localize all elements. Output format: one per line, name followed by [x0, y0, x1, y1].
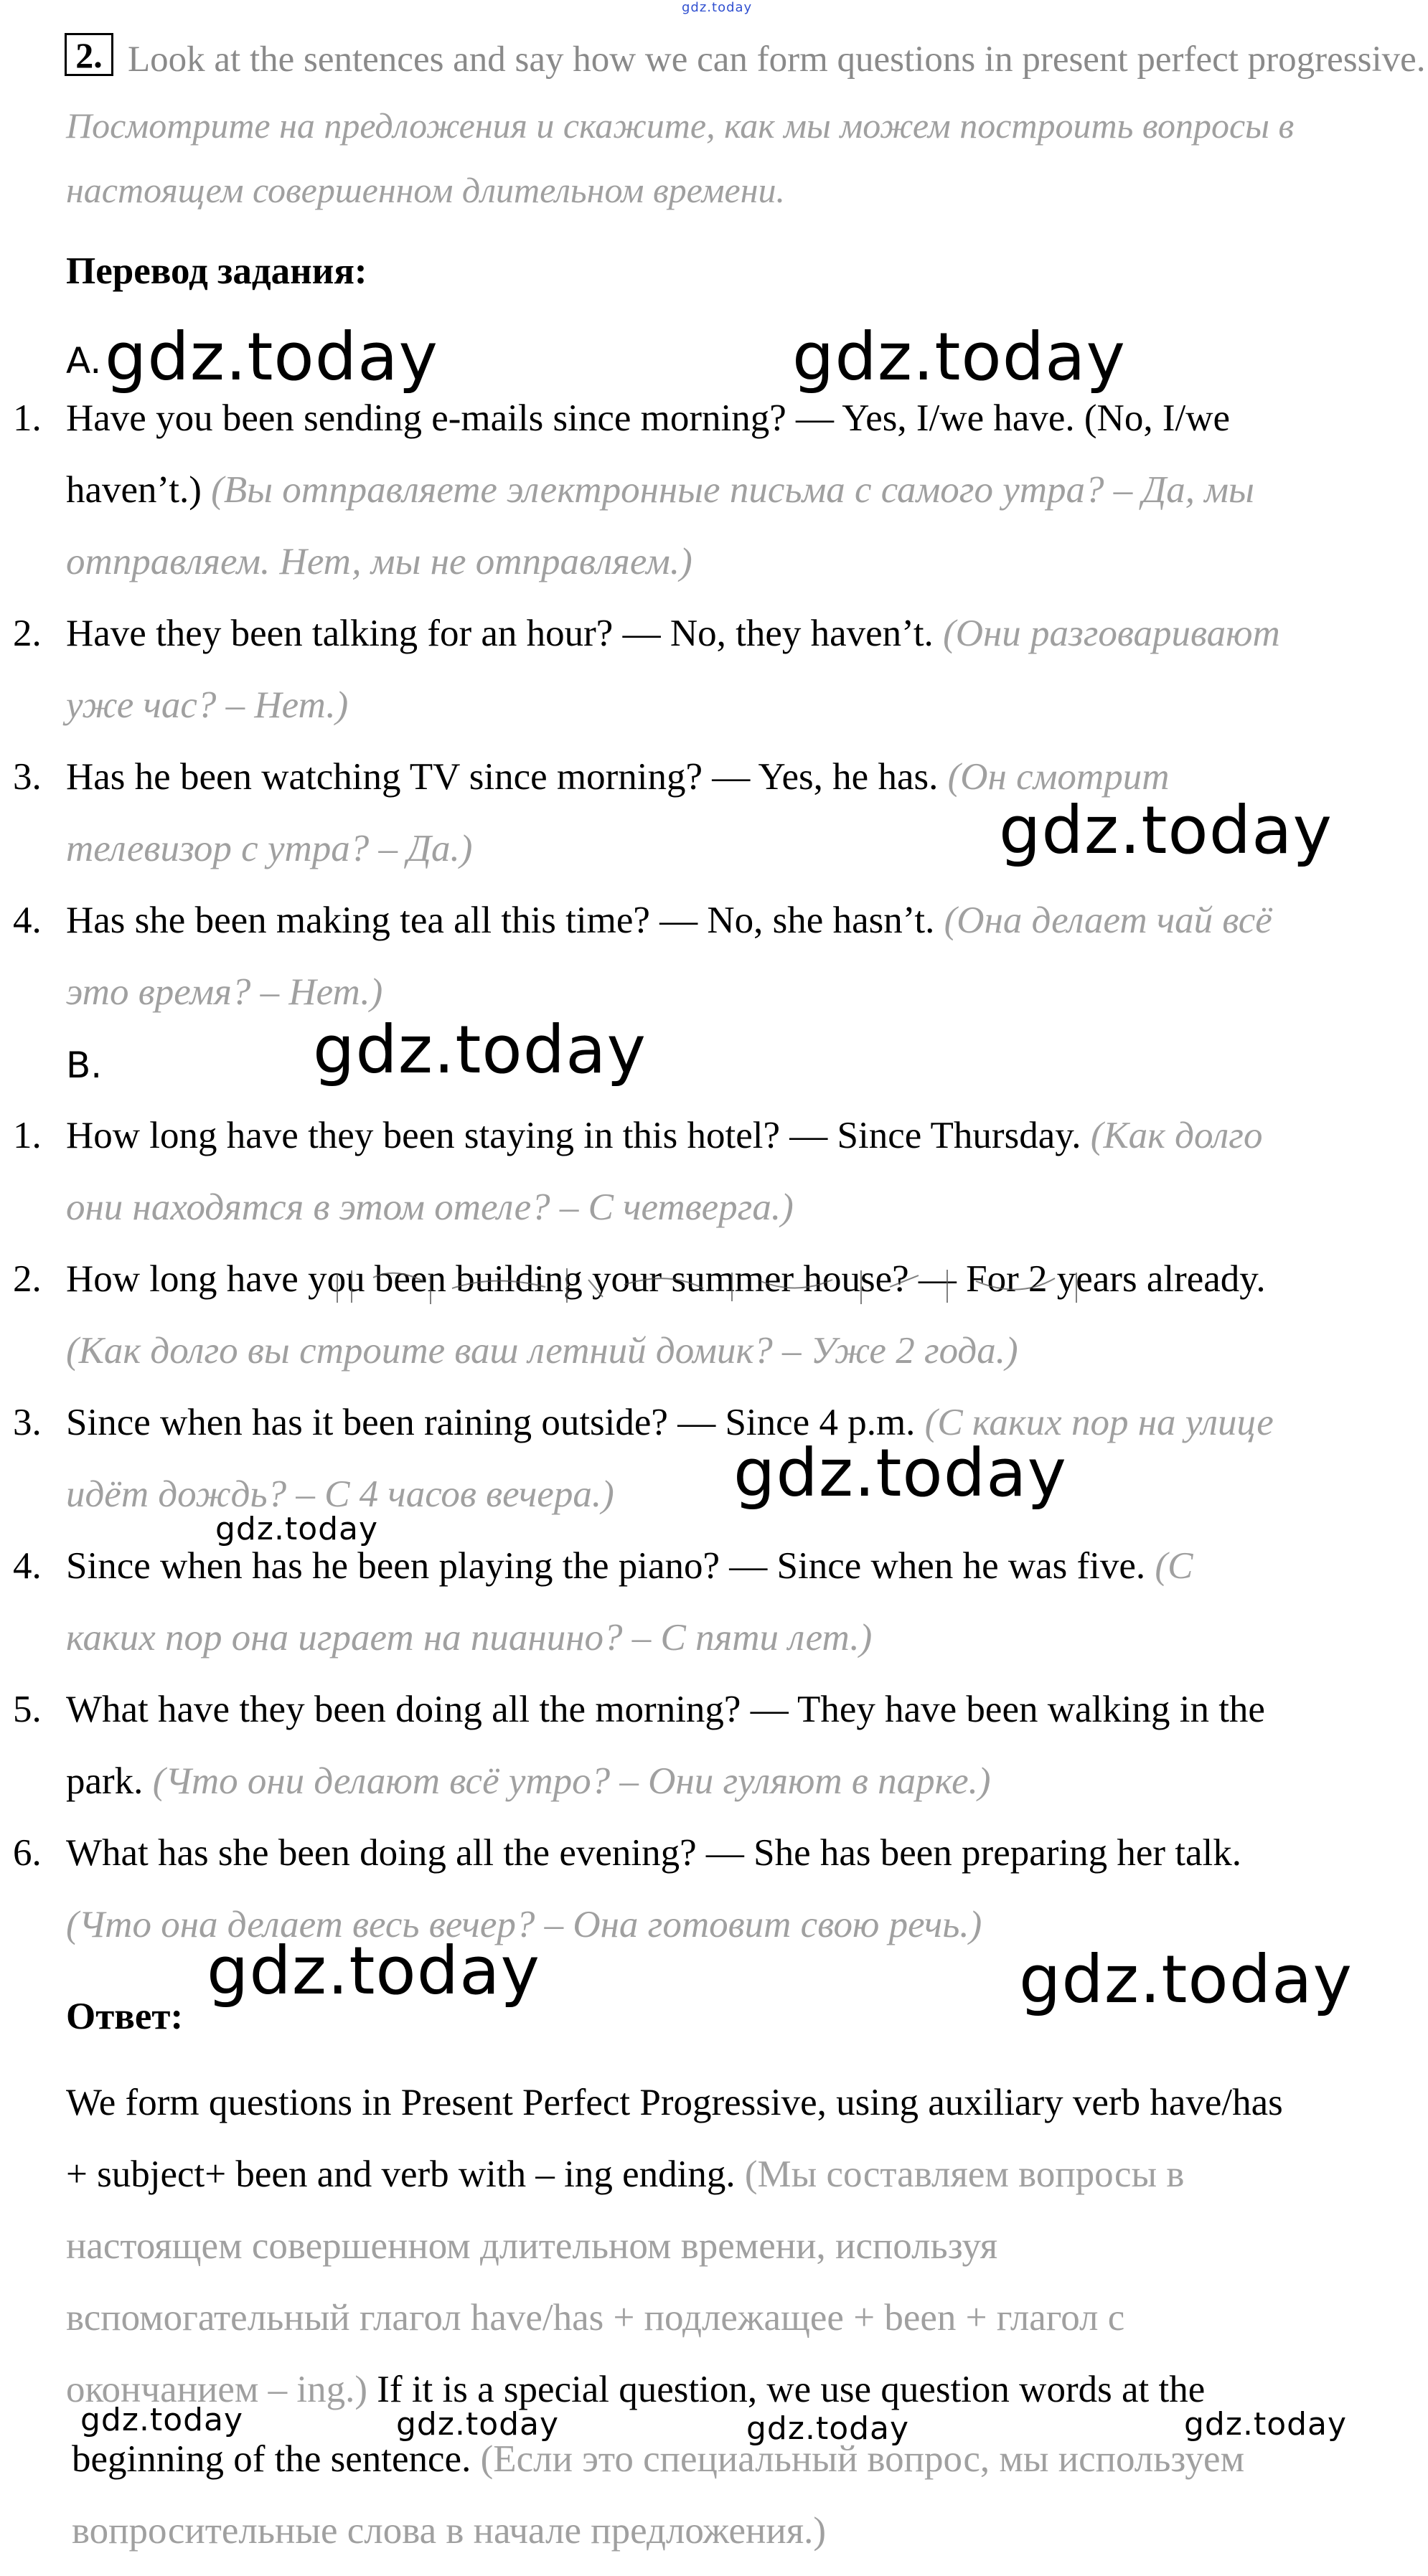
answer-line5-gray: окончанием – ing.) [66, 2369, 368, 2410]
watermark-10: gdz.today [396, 2406, 560, 2443]
a1-line1: Have you been sending e-mails since morning? — Yes, I/we have. (No, I/we [66, 397, 1230, 439]
item-number: 1. [13, 1115, 42, 1156]
watermark-11: gdz.today [746, 2410, 910, 2447]
a1-line3: отправляем. Нет, мы не отправляем.) [66, 541, 692, 582]
item-number: 3. [13, 1402, 42, 1443]
a2-line2: уже час? – Нет.) [66, 684, 349, 726]
b3-line1-black: Since when has it been raining outside? — Since 4 p.m. [66, 1402, 916, 1443]
answer-line2-black: + subject+ been and verb with – ing ending. [66, 2153, 736, 2195]
task-number-box: 2. [65, 33, 113, 76]
b1-line1-black: How long have they been staying in this hotel? — Since Thursday. [66, 1115, 1081, 1156]
watermark-9: gdz.today [80, 2402, 244, 2438]
a1-line2-black: haven’t.) [66, 469, 202, 511]
answer-line5-black: If it is a special question, we use question words at the [367, 2369, 1206, 2410]
answer-line6-black: beginning of the sentence. [72, 2438, 471, 2480]
b2-line1: How long have you been building your summer house? — For 2 years already. [66, 1258, 1266, 1300]
b5-line1: What have they been doing all the morning? — They have been walking in the [66, 1689, 1265, 1730]
answer-line6-gray: (Если это специальный вопрос, мы используем [471, 2438, 1245, 2480]
b2-line2: (Как долго вы строите ваш летний домик? – Уже 2 года.) [66, 1330, 1018, 1372]
b3-line1-gray: (С каких пор на улице [915, 1402, 1274, 1443]
b3-line1 [66, 1404, 1274, 1442]
a1-line2-gray: (Вы отправляете электронные письма с самого утра? – Да, мы [201, 469, 1254, 511]
a4-line2: это время? – Нет.) [66, 971, 383, 1013]
item-number: 2. [13, 1258, 42, 1300]
watermark-top: gdz.today [682, 0, 753, 15]
watermark-5: gdz.today [733, 1435, 1067, 1511]
task-instruction-en: Look at the sentences and say how we can form questions in present perfect progressive. [128, 39, 1426, 80]
a3-line1 [66, 758, 1169, 796]
section-a-label: A. [66, 340, 102, 382]
watermark-4: gdz.today [313, 1011, 647, 1088]
b5-line2 [66, 1760, 991, 1802]
answer-line1: We form questions in Present Perfect Progressive, using auxiliary verb have/has [66, 2082, 1283, 2123]
b5-line2-gray: (Что они делают всё утро? – Они гуляют в парке.) [143, 1760, 991, 1802]
a2-line1-gray: (Они разговаривают [933, 613, 1280, 654]
item-number: 1. [13, 397, 42, 439]
a4-line1-black: Has she been making tea all this time? — No, she hasn’t. [66, 900, 935, 941]
item-number: 4. [13, 1545, 42, 1587]
a1-line2 [66, 471, 1254, 509]
item-number: 4. [13, 900, 42, 941]
a4-line1 [66, 902, 1272, 940]
answer-line7: вопросительные слова в начале предложения.) [72, 2510, 826, 2552]
b6-line2: (Что она делает весь вечер? – Она готовит свою речь.) [66, 1904, 982, 1945]
item-number: 2. [13, 613, 42, 654]
scan-artifact [330, 1260, 1098, 1310]
answer-line3: настоящем совершенном длительном времени, используя [66, 2225, 998, 2267]
translation-heading: Перевод задания: [66, 250, 367, 292]
watermark-6: gdz.today [215, 1511, 379, 1547]
task-instruction-ru-line1: Посмотрите на предложения и скажите, как мы можем построить вопросы в [66, 105, 1295, 146]
b5-line2-black: park. [66, 1760, 144, 1802]
answer-line6 [72, 2440, 1244, 2478]
a3-line1-black: Has he been watching TV since morning? — Yes, he has. [66, 756, 939, 798]
b1-line2: они находятся в этом отеле? – С четверга.) [66, 1186, 794, 1228]
watermark-8: gdz.today [1019, 1941, 1353, 2018]
a2-line1 [66, 615, 1280, 653]
answer-line4: вспомогательный глагол have/has + подлежащее + been + глагол с [66, 2297, 1125, 2339]
watermark-1: gdz.today [105, 319, 438, 395]
watermark-7: gdz.today [207, 1933, 540, 2009]
watermark-3: gdz.today [999, 792, 1333, 869]
b4-line1 [66, 1547, 1193, 1585]
item-number: 5. [13, 1689, 42, 1730]
b3-line2: идёт дождь? – С 4 часов вечера.) [66, 1473, 614, 1515]
b4-line1-gray: (С [1145, 1545, 1193, 1587]
b1-line1-gray: (Как долго [1081, 1115, 1263, 1156]
b4-line1-black: Since when has he been playing the piano? — Since when he was five. [66, 1545, 1146, 1587]
section-b-label: B. [66, 1044, 103, 1086]
item-number: 6. [13, 1832, 42, 1874]
b4-line2: каких пор она играет на пианино? – С пяти лет.) [66, 1617, 873, 1659]
watermark-12: gdz.today [1184, 2406, 1348, 2443]
a2-line1-black: Have they been talking for an hour? — No, they haven’t. [66, 613, 934, 654]
b1-line1 [66, 1117, 1262, 1155]
answer-line2 [66, 2153, 1185, 2195]
a4-line1-gray: (Она делает чай всё [934, 900, 1272, 941]
task-instruction-ru-line2: настоящем совершенном длительном времени. [66, 170, 786, 210]
b6-line1: What has she been doing all the evening? — She has been preparing her talk. [66, 1832, 1242, 1874]
answer-heading: Ответ: [66, 1996, 184, 2037]
watermark-2: gdz.today [792, 319, 1126, 395]
answer-line2-gray: (Мы составляем вопросы в [735, 2153, 1185, 2195]
item-number: 3. [13, 756, 42, 798]
a3-line2: телевизор с утра? – Да.) [66, 828, 473, 869]
a3-line1-gray: (Он смотрит [938, 756, 1170, 798]
